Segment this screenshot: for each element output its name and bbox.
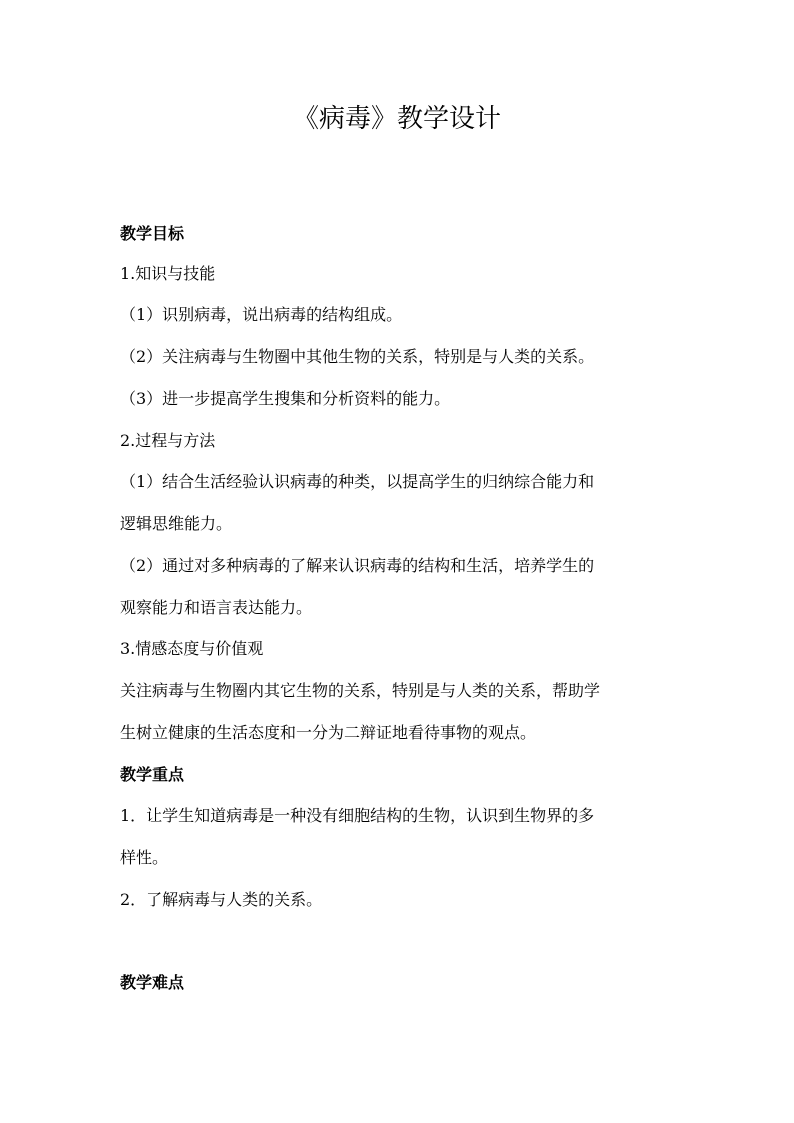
subsection-label-emotion: 3.情感态度与价值观 xyxy=(120,639,264,658)
section-heading-objectives: 教学目标 xyxy=(120,224,185,243)
knowledge-item-2: （2）关注病毒与生物圈中其他生物的关系，特别是与人类的关系。 xyxy=(120,347,595,366)
key-point-1-line-2: 样性。 xyxy=(120,848,169,867)
process-item-1-line-1: （1）结合生活经验认识病毒的种类，以提高学生的归纳综合能力和 xyxy=(120,472,595,491)
process-item-2-line-1: （2）通过对多种病毒的了解来认识病毒的结构和生活，培养学生的 xyxy=(120,556,595,575)
document-title: 《病毒》教学设计 xyxy=(292,104,501,134)
section-heading-difficulties: 教学难点 xyxy=(120,973,185,992)
key-point-1-line-1: 1．让学生知道病毒是一种没有细胞结构的生物，认识到生物界的多 xyxy=(120,806,595,825)
process-item-2-line-2: 观察能力和语言表达能力。 xyxy=(120,598,313,617)
emotion-text-line-2: 生树立健康的生活态度和一分为二辩证地看待事物的观点。 xyxy=(120,723,537,742)
knowledge-item-1: （1）识别病毒，说出病毒的结构组成。 xyxy=(120,305,403,324)
knowledge-item-3: （3）进一步提高学生搜集和分析资料的能力。 xyxy=(120,389,451,408)
subsection-label-knowledge: 1.知识与技能 xyxy=(120,264,216,283)
subsection-label-process: 2.过程与方法 xyxy=(120,431,216,450)
emotion-text-line-1: 关注病毒与生物圈内其它生物的关系，特别是与人类的关系，帮助学 xyxy=(120,681,601,700)
key-point-2-line-1: 2．了解病毒与人类的关系。 xyxy=(120,890,323,909)
section-heading-key-points: 教学重点 xyxy=(120,765,185,784)
process-item-1-line-2: 逻辑思维能力。 xyxy=(120,514,233,533)
